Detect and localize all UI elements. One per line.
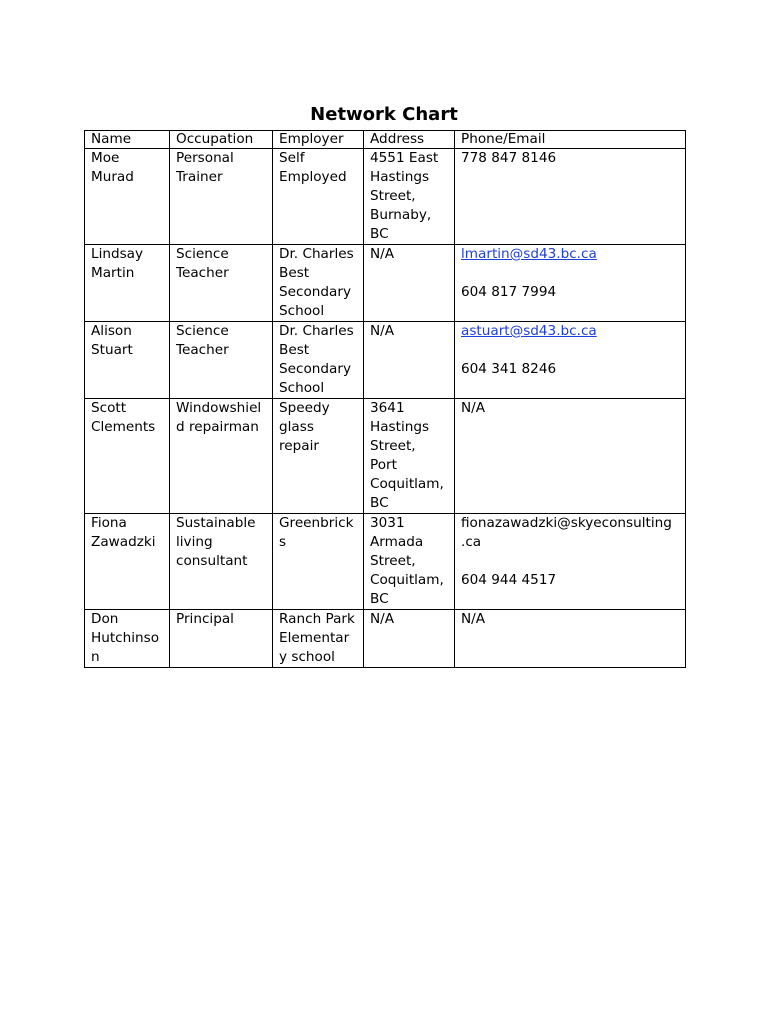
occupation-cell-line: Teacher — [176, 342, 229, 358]
occupation-cell-line: Sustainable — [176, 515, 256, 531]
employer-cell — [273, 514, 364, 610]
column-header-phone-email: Phone/Email — [455, 131, 686, 149]
network-table — [84, 130, 686, 668]
employer-cell-line: School — [279, 303, 325, 319]
employer-cell-line: Employed — [279, 169, 347, 185]
employer-cell-line: Best — [279, 342, 310, 358]
address-cell-line: BC — [370, 226, 389, 242]
name-cell-line: Moe — [91, 150, 120, 166]
email-link[interactable]: lmartin@sd43.bc.ca — [461, 246, 597, 262]
name-cell — [85, 149, 170, 245]
table-row — [85, 610, 686, 668]
contact-cell — [455, 149, 686, 245]
table-row — [85, 149, 686, 245]
occupation-cell-line: Trainer — [176, 169, 223, 185]
name-cell-line: Hutchinso — [91, 630, 160, 646]
blank-line — [461, 341, 681, 360]
occupation-cell — [170, 245, 273, 322]
address-cell-line: 4551 East — [370, 150, 439, 166]
employer-cell-line: glass — [279, 419, 314, 435]
address-cell — [364, 149, 455, 245]
contact-line: .ca — [461, 534, 482, 550]
name-cell-line: Stuart — [91, 342, 133, 358]
table-body — [85, 149, 686, 668]
address-cell-line: BC — [370, 591, 389, 607]
page-title: Network Chart — [310, 104, 458, 126]
column-header-name: Name — [85, 131, 170, 149]
employer-cell-line: Greenbrick — [279, 515, 354, 531]
occupation-cell-line: Windowshiel — [176, 400, 262, 416]
contact-cell — [455, 322, 686, 399]
table-row — [85, 322, 686, 399]
occupation-cell-line: d repairman — [176, 419, 259, 435]
name-cell — [85, 610, 170, 668]
name-cell-line: n — [91, 649, 100, 665]
address-cell — [364, 322, 455, 399]
employer-cell-line: Secondary — [279, 361, 351, 377]
address-cell-line: Hastings — [370, 169, 430, 185]
employer-cell-line: School — [279, 380, 325, 396]
table-row — [85, 245, 686, 322]
employer-cell-line: Dr. Charles — [279, 323, 354, 339]
name-cell — [85, 245, 170, 322]
table-row — [85, 399, 686, 514]
contact-line — [461, 322, 681, 341]
occupation-cell-line: Personal — [176, 150, 234, 166]
name-cell — [85, 399, 170, 514]
contact-line: 604 341 8246 — [461, 361, 557, 377]
occupation-cell-line: Science — [176, 323, 229, 339]
address-cell-line: Coquitlam, — [370, 572, 444, 588]
address-cell-line: Street, — [370, 438, 416, 454]
occupation-cell-line: Science — [176, 246, 229, 262]
contact-line: N/A — [461, 400, 486, 416]
employer-cell — [273, 149, 364, 245]
name-cell-line: Alison — [91, 323, 132, 339]
employer-cell-line: Best — [279, 265, 310, 281]
occupation-cell-line: Principal — [176, 611, 234, 627]
employer-cell-line: y school — [279, 649, 335, 665]
occupation-cell-line: consultant — [176, 553, 248, 569]
address-cell-line: Street, — [370, 188, 416, 204]
contact-cell — [455, 514, 686, 610]
contact-line: 604 944 4517 — [461, 572, 557, 588]
name-cell-line: Clements — [91, 419, 156, 435]
address-cell-line: Street, — [370, 553, 416, 569]
contact-cell — [455, 610, 686, 668]
occupation-cell — [170, 322, 273, 399]
employer-cell-line: Self — [279, 150, 305, 166]
blank-line — [461, 264, 681, 283]
occupation-cell — [170, 399, 273, 514]
address-cell — [364, 514, 455, 610]
name-cell-line: Lindsay — [91, 246, 144, 262]
occupation-cell — [170, 610, 273, 668]
table-header-row — [85, 131, 686, 149]
employer-cell-line: Dr. Charles — [279, 246, 354, 262]
email-link[interactable]: astuart@sd43.bc.ca — [461, 323, 597, 339]
address-cell-line: BC — [370, 495, 389, 511]
employer-cell-line: Secondary — [279, 284, 351, 300]
address-cell — [364, 245, 455, 322]
name-cell — [85, 514, 170, 610]
employer-cell-line: s — [279, 534, 287, 550]
contact-line — [461, 245, 681, 264]
table-row — [85, 514, 686, 610]
employer-cell-line: Elementar — [279, 630, 350, 646]
contact-line: fionazawadzki@skyeconsulting — [461, 515, 672, 531]
column-header-address: Address — [364, 131, 455, 149]
name-cell-line: Zawadzki — [91, 534, 156, 550]
employer-cell-line: Speedy — [279, 400, 330, 416]
name-cell — [85, 322, 170, 399]
address-cell-line: N/A — [370, 246, 395, 262]
name-cell-line: Scott — [91, 400, 127, 416]
column-header-occupation: Occupation — [170, 131, 273, 149]
contact-line: 778 847 8146 — [461, 150, 557, 166]
address-cell-line: N/A — [370, 323, 395, 339]
address-cell-line: Port — [370, 457, 397, 473]
occupation-cell-line: Teacher — [176, 265, 229, 281]
employer-cell-line: Ranch Park — [279, 611, 355, 627]
address-cell-line: Hastings — [370, 419, 430, 435]
address-cell-line: Armada — [370, 534, 424, 550]
address-cell-line: Burnaby, — [370, 207, 432, 223]
address-cell — [364, 610, 455, 668]
employer-cell — [273, 245, 364, 322]
occupation-cell — [170, 149, 273, 245]
name-cell-line: Fiona — [91, 515, 127, 531]
address-cell-line: Coquitlam, — [370, 476, 444, 492]
address-cell-line: 3641 — [370, 400, 405, 416]
address-cell-line: 3031 — [370, 515, 405, 531]
occupation-cell — [170, 514, 273, 610]
contact-cell — [455, 245, 686, 322]
name-cell-line: Martin — [91, 265, 135, 281]
contact-line: 604 817 7994 — [461, 284, 557, 300]
employer-cell — [273, 399, 364, 514]
blank-line — [461, 552, 681, 571]
contact-line: N/A — [461, 611, 486, 627]
employer-cell — [273, 610, 364, 668]
occupation-cell-line: living — [176, 534, 213, 550]
contact-cell — [455, 399, 686, 514]
address-cell-line: N/A — [370, 611, 395, 627]
employer-cell — [273, 322, 364, 399]
address-cell — [364, 399, 455, 514]
name-cell-line: Don — [91, 611, 119, 627]
name-cell-line: Murad — [91, 169, 134, 185]
employer-cell-line: repair — [279, 438, 319, 454]
column-header-employer: Employer — [273, 131, 364, 149]
